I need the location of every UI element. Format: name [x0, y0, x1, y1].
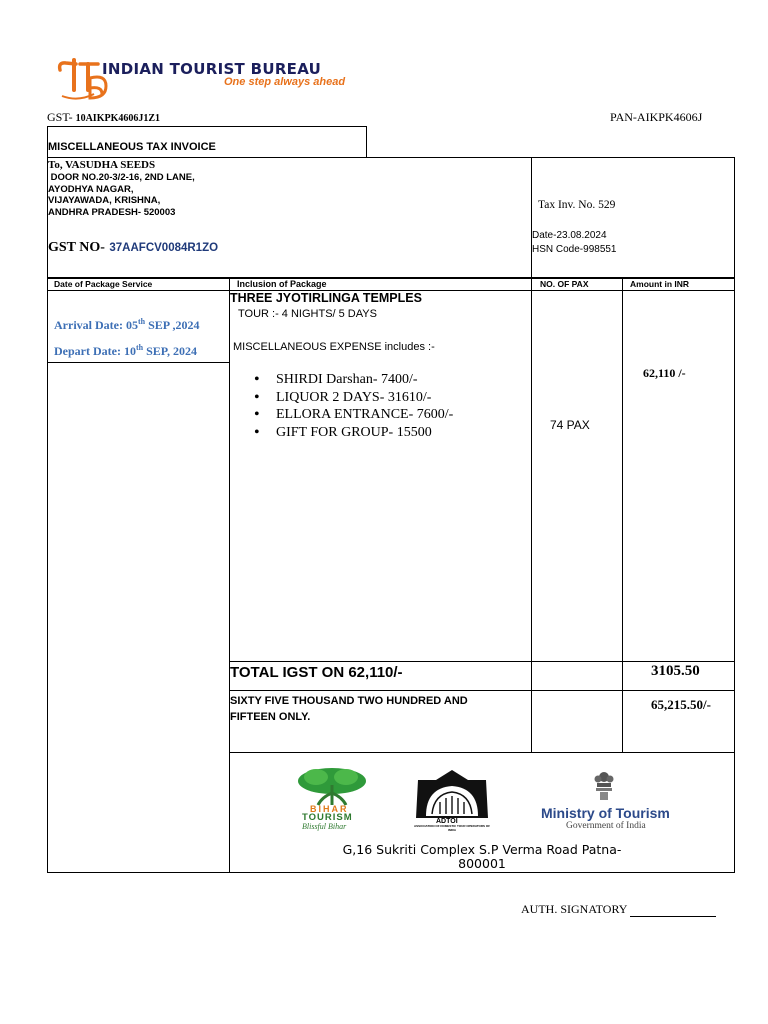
arrival-date-main: Arrival Date: 05 — [54, 318, 138, 332]
arrival-date-rest: SEP ,2024 — [145, 318, 200, 332]
ministry-title: Ministry of Tourism — [541, 805, 670, 821]
depart-date-rest: SEP, 2024 — [143, 344, 198, 358]
list-item: • GIFT FOR GROUP- 15500 — [248, 424, 453, 442]
bihar-tree-icon — [294, 767, 370, 807]
adtoi-logo — [412, 768, 492, 832]
tax-invoice-number: Tax Inv. No. 529 — [538, 199, 616, 211]
list-item: • ELLORA ENTRANCE- 7600/- — [248, 406, 453, 424]
list-item: • LIQUOR 2 DAYS- 31610/- — [248, 389, 453, 407]
bihar-logo-title: BIHAR — [310, 804, 349, 814]
grid-line — [47, 872, 735, 873]
bill-to-address-line: ANDHRA PRADESH- 520003 — [48, 206, 176, 218]
invoice-title: MISCELLANEOUS TAX INVOICE — [48, 141, 216, 153]
bill-to — [48, 159, 528, 218]
ashoka-emblem-icon — [593, 770, 615, 802]
grid-line — [229, 752, 735, 753]
signature-line — [630, 904, 716, 917]
amount-in-words: SIXTY FIVE THOUSAND TWO HUNDRED AND FIFTEEN ONLY. — [230, 695, 468, 723]
company-gst — [47, 110, 160, 125]
grid-line — [47, 157, 48, 873]
invoice-date: Date-23.08.2024 — [532, 230, 607, 241]
depart-date-sup: th — [135, 343, 144, 352]
bill-to-name: To, VASUDHA SEEDS — [48, 159, 156, 171]
ministry-of-tourism-logo — [536, 770, 676, 834]
arrival-date — [54, 317, 199, 333]
company-name: INDIAN TOURIST BUREAU — [102, 60, 322, 78]
expense-list — [248, 371, 453, 441]
package-title: THREE JYOTIRLINGA TEMPLES — [230, 291, 422, 305]
company-gst-value: 10AIKPK4606J1Z1 — [75, 113, 161, 124]
header-date-of-service: Date of Package Service — [54, 279, 153, 289]
office-address: G,16 Sukriti Complex S.P Verma Road Patna- 800001 — [342, 842, 622, 871]
hsn-code: HSN Code-998551 — [532, 244, 617, 255]
dates-underline — [47, 362, 229, 363]
header-inclusion: Inclusion of Package — [237, 279, 327, 289]
auth-signatory — [521, 902, 716, 917]
list-item: • SHIRDI Darshan- 7400/- — [248, 371, 453, 389]
bill-to-address-line: DOOR NO.20-3/2-16, 2ND LANE, — [48, 172, 195, 183]
company-tagline: One step always ahead — [224, 76, 346, 88]
bill-to-address-line: AYODHYA NAGAR, — [48, 183, 134, 195]
company-logo — [54, 56, 374, 108]
grid-line — [622, 277, 623, 753]
customer-gst — [48, 238, 218, 256]
bihar-logo-tagline: Blissful Bihar — [302, 822, 347, 831]
depart-date-main: Depart Date: 10 — [54, 344, 136, 358]
invoice-title-box — [47, 126, 367, 158]
adtoi-emblem-icon — [412, 768, 492, 820]
pax-count: 74 PAX — [550, 418, 590, 432]
grid-line — [47, 157, 735, 158]
adtoi-logo-title: ADTOI — [436, 818, 458, 825]
grand-total: 65,215.50/- — [651, 697, 711, 712]
adtoi-logo-sub: ASSOCIATION OF DOMESTIC TOUR OPERATORS OF INDIA — [413, 825, 491, 832]
misc-expense-heading: MISCELLANEOUS EXPENSE includes :- — [233, 341, 435, 353]
bihar-tourism-logo — [294, 767, 370, 833]
auth-signatory-label: AUTH. SIGNATORY — [521, 902, 631, 916]
package-amount: 62,110 /- — [643, 366, 686, 380]
grid-line — [734, 157, 735, 873]
header-no-of-pax: NO. OF PAX — [540, 279, 589, 289]
depart-date — [54, 343, 197, 359]
bihar-logo-sub: TOURISM — [302, 812, 353, 823]
total-igst-label: TOTAL IGST ON 62,110/- — [230, 664, 403, 681]
total-igst-value: 3105.50 — [651, 663, 700, 679]
grid-line — [229, 690, 735, 691]
customer-gst-value: 37AAFCV0084R1ZO — [109, 242, 219, 254]
company-pan: PAN-AIKPK4606J — [610, 110, 703, 124]
grid-line — [229, 661, 735, 662]
arrival-date-sup: th — [137, 317, 146, 326]
tour-duration: TOUR :- 4 NIGHTS/ 5 DAYS — [238, 308, 377, 320]
bill-to-address-line: VIJAYAWADA, KRISHNA, — [48, 195, 161, 206]
company-gst-label: GST- — [47, 110, 73, 124]
ministry-subtitle: Government of India — [566, 821, 646, 831]
grid-line — [229, 277, 230, 873]
customer-gst-label: GST NO- — [48, 240, 105, 255]
header-amount: Amount in INR — [630, 279, 690, 289]
